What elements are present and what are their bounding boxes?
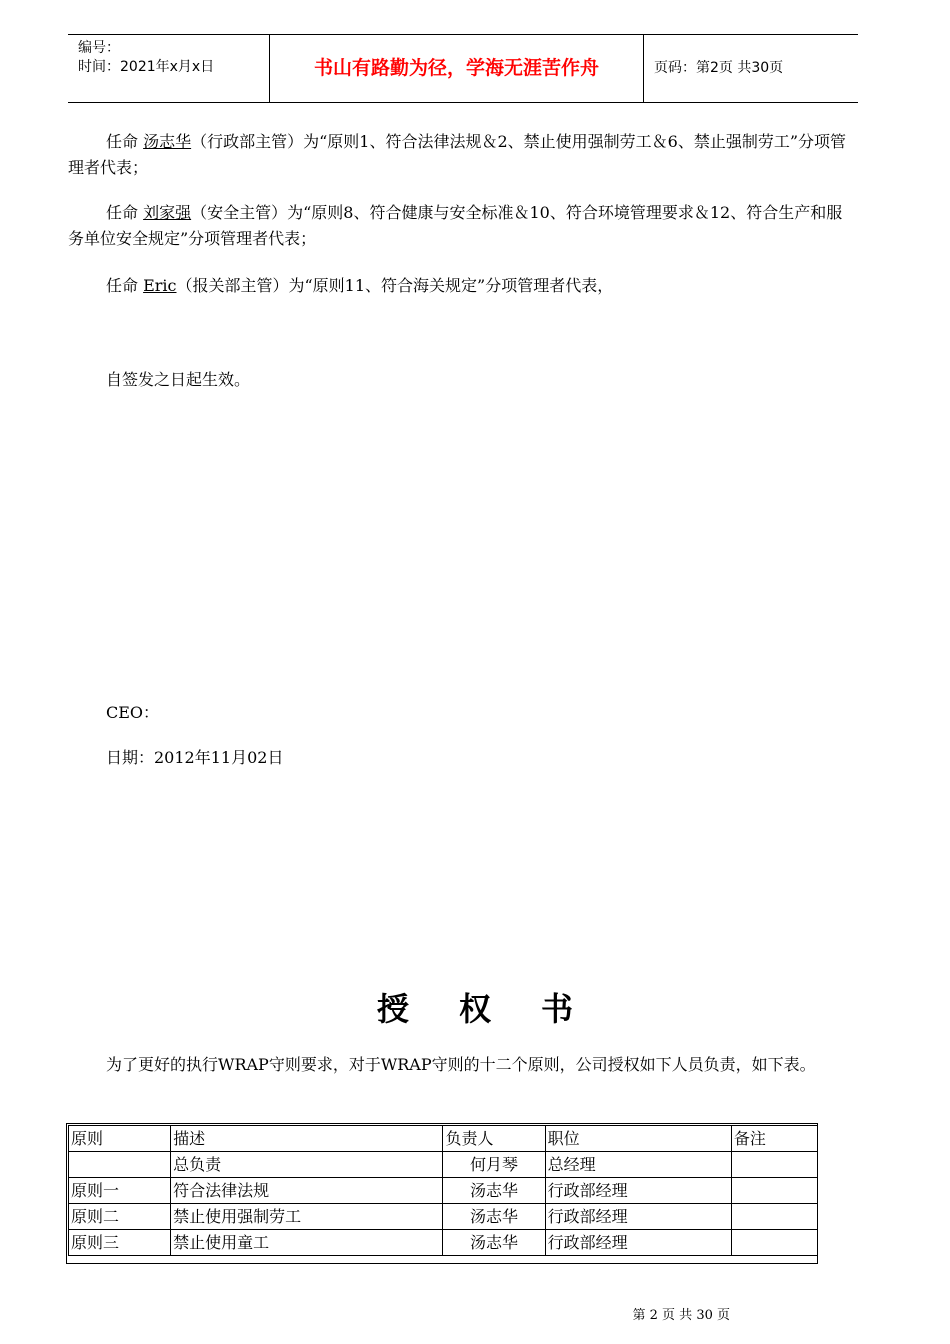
page-footer: 第 2 页 共 30 页 bbox=[632, 1308, 730, 1323]
header-number: 编号： bbox=[78, 40, 120, 56]
owner-cell: 汤志华 bbox=[443, 1204, 545, 1230]
remark-cell bbox=[731, 1152, 817, 1178]
table-header-row bbox=[69, 1126, 818, 1152]
description-cell: 禁止使用强制劳工 bbox=[171, 1204, 443, 1230]
principle-cell: 原则一 bbox=[69, 1178, 171, 1204]
header-cell: 负责人 bbox=[443, 1126, 545, 1152]
authorization-intro: 为了更好的执行WRAP守则要求，对于WRAP守则的十二个原则，公司授权如下人员负责，如下表。 bbox=[106, 1055, 816, 1074]
appointment-paragraph-2: 任命 刘家强（安全主管）为“原则8、符合健康与安全标准＆10、符合环境管理要求＆12、符合生产和服务单位安全规定”分项管理者代表； bbox=[68, 203, 843, 248]
description-cell: 总负责 bbox=[171, 1152, 443, 1178]
position-cell: 行政部经理 bbox=[545, 1178, 731, 1204]
remark-cell bbox=[731, 1204, 817, 1230]
header-page-info: 页码：第2页 共30页 bbox=[654, 60, 784, 76]
ceo-signature-line: CEO： bbox=[106, 703, 160, 722]
appointment-paragraph-1: 任命 汤志华（行政部主管）为“原则1、符合法律法规＆2、禁止使用强制劳工＆6、禁止强制劳工”分项管理者代表； bbox=[68, 132, 847, 177]
remark-cell bbox=[731, 1178, 817, 1204]
table-row bbox=[69, 1230, 818, 1256]
position-cell: 行政部经理 bbox=[545, 1204, 731, 1230]
date-line: 日期：2012年11月02日 bbox=[106, 748, 284, 767]
authorization-title: 授权书 bbox=[376, 990, 623, 1028]
position-cell: 总经理 bbox=[545, 1152, 731, 1178]
owner-cell: 汤志华 bbox=[443, 1178, 545, 1204]
page-header bbox=[68, 34, 858, 103]
appointee-name: 汤志华 bbox=[143, 132, 192, 151]
remark-cell bbox=[731, 1230, 817, 1256]
description-cell: 禁止使用童工 bbox=[171, 1230, 443, 1256]
position-cell: 行政部经理 bbox=[545, 1230, 731, 1256]
header-motto: 书山有路勤为径，学海无涯苦作舟 bbox=[270, 35, 644, 102]
table-row bbox=[69, 1178, 818, 1204]
table-row bbox=[69, 1204, 818, 1230]
header-meta bbox=[68, 35, 270, 102]
description-cell: 符合法律法规 bbox=[171, 1178, 443, 1204]
principle-cell: 原则二 bbox=[69, 1204, 171, 1230]
appointment-paragraph-3: 任命 Eric（报关部主管）为“原则11、符合海关规定”分项管理者代表， bbox=[106, 276, 614, 295]
table-row bbox=[69, 1152, 818, 1178]
appointee-name: 刘家强 bbox=[143, 203, 192, 222]
header-cell: 原则 bbox=[69, 1126, 171, 1152]
owner-cell: 何月琴 bbox=[443, 1152, 545, 1178]
authorization-table bbox=[68, 1125, 818, 1256]
effective-statement: 自签发之日起生效。 bbox=[106, 370, 251, 389]
header-time: 时间：2021年x月x日 bbox=[78, 59, 215, 75]
owner-cell: 汤志华 bbox=[443, 1230, 545, 1256]
header-cell: 备注 bbox=[731, 1126, 817, 1152]
principle-cell bbox=[69, 1152, 171, 1178]
appointee-name: Eric bbox=[143, 276, 177, 295]
header-cell: 职位 bbox=[545, 1126, 731, 1152]
principle-cell: 原则三 bbox=[69, 1230, 171, 1256]
header-cell: 描述 bbox=[171, 1126, 443, 1152]
